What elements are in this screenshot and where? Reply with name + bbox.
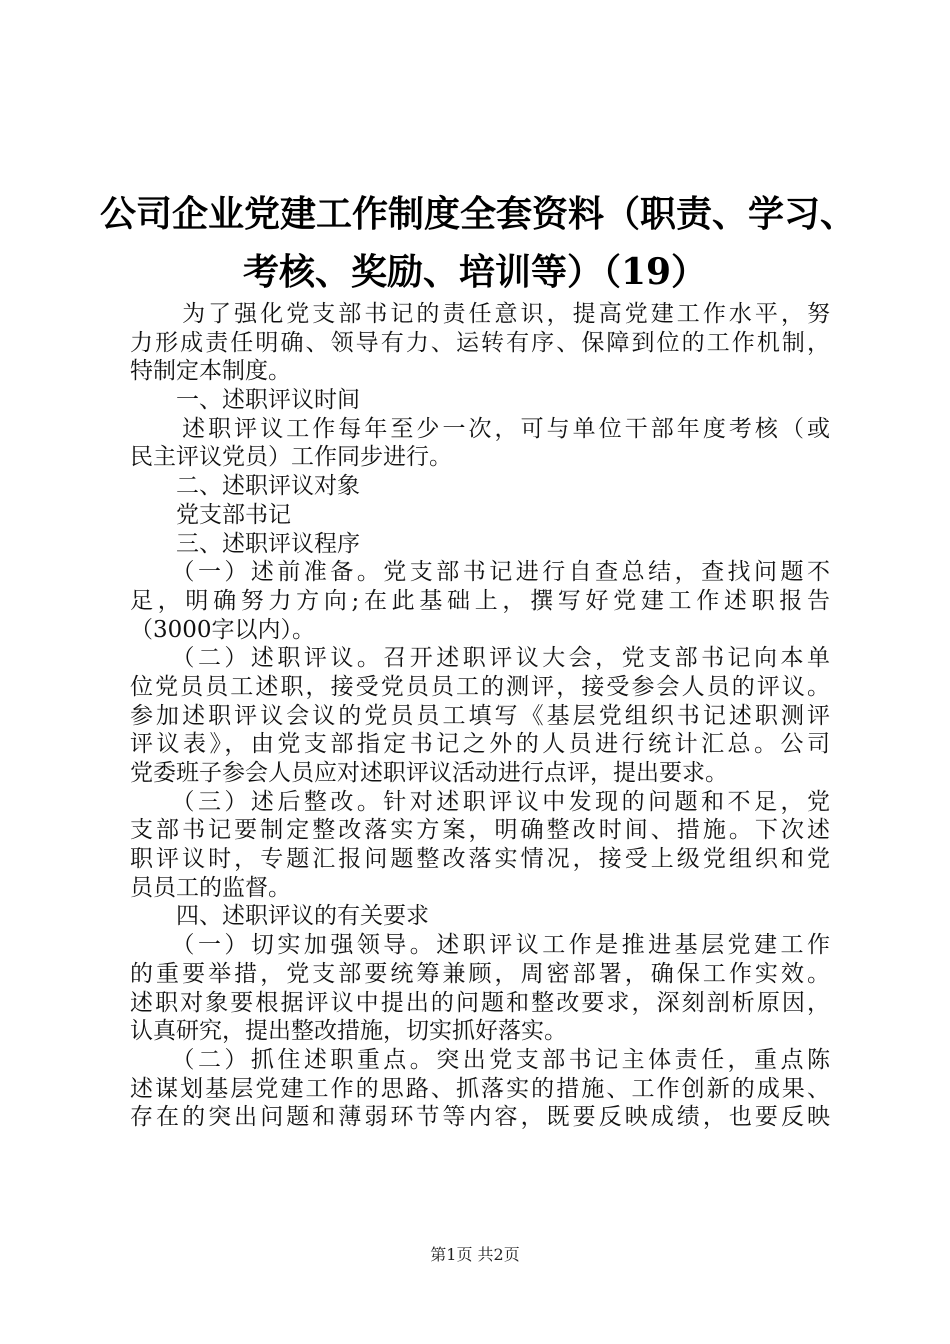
body-text-line: （3000字以内）。 bbox=[130, 616, 316, 643]
body-text-line: 职评议时，专题汇报问题整改落实情况，接受上级党组织和党 bbox=[130, 846, 830, 873]
body-text-line: （二）述职评议。召开述职评议大会，党支部书记向本单 bbox=[130, 645, 830, 672]
body-text-line: 位党员员工述职，接受党员员工的测评，接受参会人员的评议。 bbox=[130, 673, 830, 700]
body-text-line: 述职评议工作每年至少一次，可与单位干部年度考核（或 bbox=[130, 415, 830, 442]
body-text-line: 二、述职评议对象 bbox=[130, 473, 360, 500]
body-text-line: （一）切实加强领导。述职评议工作是推进基层党建工作 bbox=[130, 932, 830, 959]
body-text-line: 为了强化党支部书记的责任意识，提高党建工作水平，努 bbox=[130, 301, 830, 327]
body-text-line: 参加述职评议会议的党员员工填写《基层党组织书记述职测评 bbox=[130, 702, 830, 729]
body-text-line: 党委班子参会人员应对述职评议活动进行点评，提出要求。 bbox=[130, 760, 728, 786]
body-text-line: 力形成责任明确、领导有力、运转有序、保障到位的工作机制， bbox=[130, 329, 830, 356]
body-text-line: 一、述职评议时间 bbox=[130, 387, 360, 414]
body-text-line: 三、述职评议程序 bbox=[130, 530, 360, 557]
body-text-line: （三）述后整改。针对述职评议中发现的问题和不足，党 bbox=[130, 788, 830, 815]
body-text-line: 认真研究，提出整改措施，切实抓好落实。 bbox=[130, 1018, 567, 1045]
body-text-line: 述职对象要根据评议中提出的问题和整改要求，深刻剖析原因， bbox=[130, 989, 830, 1016]
body-text-line: （二）抓住述职重点。突出党支部书记主体责任，重点陈 bbox=[130, 1046, 830, 1073]
body-text-line: 的重要举措，党支部要统筹兼顾，周密部署，确保工作实效。 bbox=[130, 960, 830, 987]
page-footer: 第1页 共2页 bbox=[430, 1245, 520, 1264]
body-text-line: 述谋划基层党建工作的思路、抓落实的措施、工作创新的成果、 bbox=[130, 1075, 830, 1102]
document-title-line-2: 考核、奖励、培训等）（19） bbox=[242, 251, 708, 293]
body-text-line: 特制定本制度。 bbox=[130, 358, 291, 385]
body-text-line: 支部书记要制定整改落实方案，明确整改时间、措施。下次述 bbox=[130, 817, 830, 844]
body-text-line: 足，明确努力方向;在此基础上，撰写好党建工作述职报告 bbox=[130, 587, 830, 614]
body-text-line: 民主评议党员）工作同步进行。 bbox=[130, 444, 452, 471]
body-text-line: 党支部书记 bbox=[130, 501, 291, 528]
body-text-line: （一）述前准备。党支部书记进行自查总结，查找问题不 bbox=[130, 559, 830, 586]
document-body bbox=[130, 300, 830, 1132]
body-text-line: 四、述职评议的有关要求 bbox=[130, 903, 429, 930]
body-text-line: 评议表》，由党支部指定书记之外的人员进行统计汇总。公司 bbox=[130, 731, 830, 758]
document-title-line-1: 公司企业党建工作制度全套资料（职责、学习、 bbox=[100, 193, 857, 235]
body-text-line: 存在的突出问题和薄弱环节等内容，既要反映成绩，也要反映 bbox=[130, 1104, 830, 1131]
body-text-line: 员员工的监督。 bbox=[130, 874, 291, 901]
